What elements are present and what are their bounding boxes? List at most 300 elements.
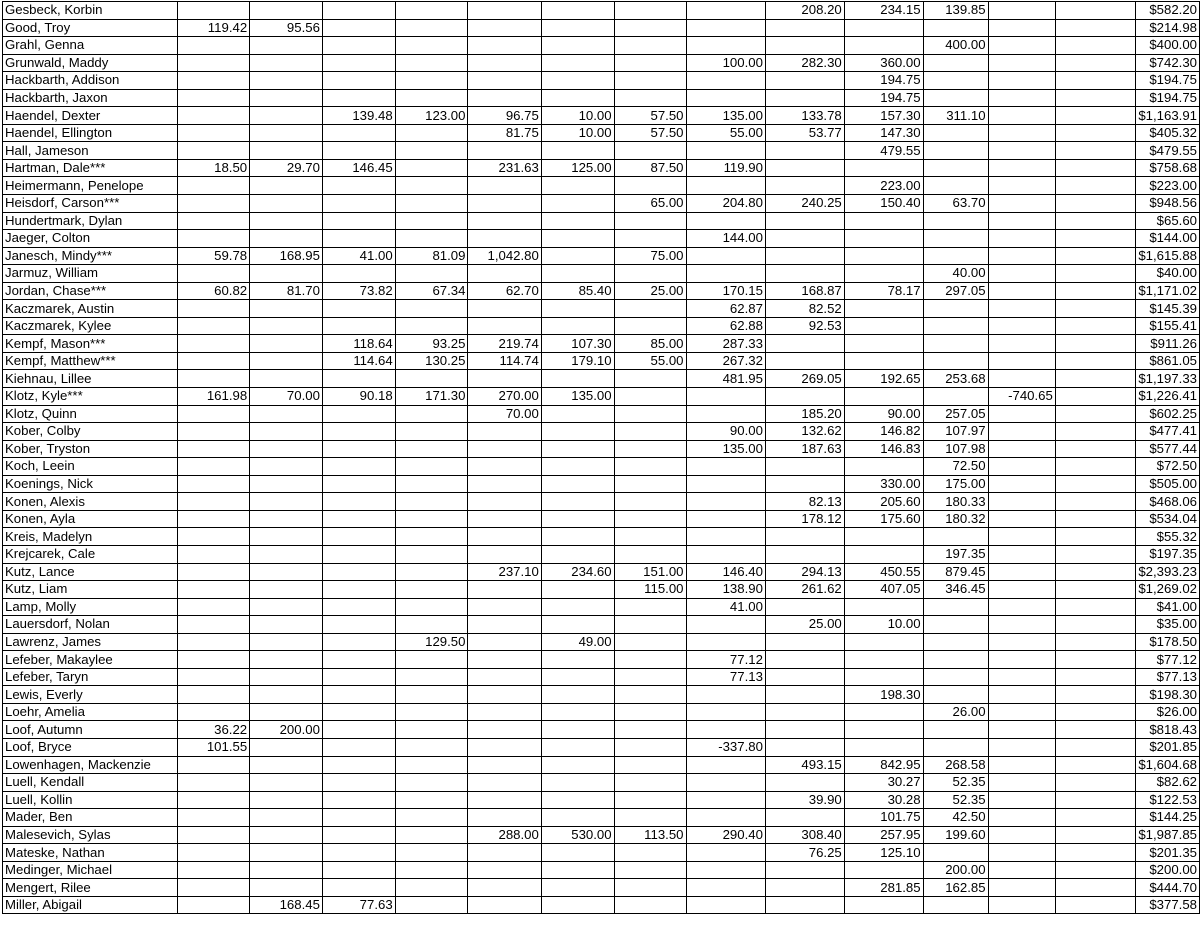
amount-cell — [541, 89, 614, 107]
amount-cell: 10.00 — [541, 124, 614, 142]
table-row — [3, 159, 1200, 177]
student-name-cell: Loehr, Amelia — [3, 703, 178, 721]
amount-cell — [178, 124, 250, 142]
table-row — [3, 844, 1200, 862]
amount-cell — [614, 510, 686, 528]
total-cell: $742.30 — [1136, 54, 1200, 72]
student-balance-table — [2, 1, 1200, 914]
amount-cell: 842.95 — [844, 756, 923, 774]
amount-cell — [614, 703, 686, 721]
amount-cell — [250, 616, 323, 634]
amount-cell — [395, 756, 468, 774]
amount-cell: 168.45 — [250, 896, 323, 914]
amount-cell — [988, 107, 1055, 125]
amount-cell — [686, 616, 765, 634]
amount-cell — [178, 598, 250, 616]
amount-cell — [686, 879, 765, 897]
student-name-cell: Good, Troy — [3, 19, 178, 37]
amount-cell — [988, 563, 1055, 581]
amount-cell: 178.12 — [765, 510, 844, 528]
total-cell: $144.25 — [1136, 809, 1200, 827]
student-name-cell: Lewis, Everly — [3, 686, 178, 704]
amount-cell — [395, 89, 468, 107]
table-row — [3, 124, 1200, 142]
amount-cell — [686, 510, 765, 528]
amount-cell: 288.00 — [468, 826, 541, 844]
amount-cell: -740.65 — [988, 388, 1055, 406]
amount-cell — [988, 598, 1055, 616]
amount-cell — [322, 300, 395, 318]
amount-cell — [923, 598, 988, 616]
amount-cell — [178, 791, 250, 809]
amount-cell — [250, 2, 323, 20]
amount-cell — [178, 423, 250, 441]
amount-cell — [988, 72, 1055, 90]
amount-cell — [178, 774, 250, 792]
amount-cell: 101.75 — [844, 809, 923, 827]
amount-cell — [923, 177, 988, 195]
amount-cell — [250, 703, 323, 721]
amount-cell — [178, 89, 250, 107]
amount-cell — [988, 545, 1055, 563]
amount-cell — [468, 2, 541, 20]
empty-cell — [1055, 879, 1136, 897]
amount-cell — [178, 545, 250, 563]
amount-cell — [250, 545, 323, 563]
empty-cell — [1055, 352, 1136, 370]
amount-cell — [765, 651, 844, 669]
amount-cell — [395, 545, 468, 563]
amount-cell — [322, 423, 395, 441]
amount-cell — [250, 142, 323, 160]
amount-cell — [541, 212, 614, 230]
amount-cell — [322, 72, 395, 90]
amount-cell — [765, 72, 844, 90]
amount-cell: 147.30 — [844, 124, 923, 142]
amount-cell — [614, 844, 686, 862]
amount-cell: 59.78 — [178, 247, 250, 265]
amount-cell — [322, 581, 395, 599]
amount-cell — [844, 19, 923, 37]
student-name-cell: Hall, Jameson — [3, 142, 178, 160]
amount-cell — [468, 616, 541, 634]
amount-cell: 85.00 — [614, 335, 686, 353]
amount-cell — [541, 405, 614, 423]
amount-cell — [322, 124, 395, 142]
amount-cell — [541, 844, 614, 862]
amount-cell — [468, 686, 541, 704]
amount-cell: 57.50 — [614, 107, 686, 125]
amount-cell — [322, 54, 395, 72]
table-row — [3, 510, 1200, 528]
amount-cell: 130.25 — [395, 352, 468, 370]
amount-cell: 144.00 — [686, 230, 765, 248]
empty-cell — [1055, 826, 1136, 844]
amount-cell — [686, 212, 765, 230]
empty-cell — [1055, 212, 1136, 230]
amount-cell: 179.10 — [541, 352, 614, 370]
amount-cell — [541, 598, 614, 616]
amount-cell — [844, 230, 923, 248]
amount-cell: 257.95 — [844, 826, 923, 844]
student-name-cell: Kober, Tryston — [3, 440, 178, 458]
amount-cell: 253.68 — [923, 370, 988, 388]
amount-cell: 114.74 — [468, 352, 541, 370]
table-row — [3, 879, 1200, 897]
amount-cell — [541, 458, 614, 476]
amount-cell — [541, 861, 614, 879]
amount-cell: 76.25 — [765, 844, 844, 862]
amount-cell: 40.00 — [923, 265, 988, 283]
amount-cell — [765, 37, 844, 55]
total-cell: $479.55 — [1136, 142, 1200, 160]
amount-cell — [541, 72, 614, 90]
total-cell: $198.30 — [1136, 686, 1200, 704]
amount-cell — [686, 703, 765, 721]
table-row — [3, 247, 1200, 265]
amount-cell — [844, 317, 923, 335]
amount-cell — [322, 545, 395, 563]
amount-cell — [844, 247, 923, 265]
amount-cell — [765, 142, 844, 160]
amount-cell — [468, 861, 541, 879]
amount-cell: 146.82 — [844, 423, 923, 441]
amount-cell — [178, 37, 250, 55]
amount-cell — [686, 72, 765, 90]
amount-cell — [686, 809, 765, 827]
amount-cell — [395, 405, 468, 423]
total-cell: $1,604.68 — [1136, 756, 1200, 774]
empty-cell — [1055, 528, 1136, 546]
student-name-cell: Mader, Ben — [3, 809, 178, 827]
amount-cell: 113.50 — [614, 826, 686, 844]
amount-cell: 139.85 — [923, 2, 988, 20]
amount-cell: 25.00 — [614, 282, 686, 300]
amount-cell: 479.55 — [844, 142, 923, 160]
total-cell: $2,393.23 — [1136, 563, 1200, 581]
amount-cell — [686, 896, 765, 914]
amount-cell — [468, 651, 541, 669]
amount-cell — [614, 686, 686, 704]
amount-cell — [765, 668, 844, 686]
amount-cell — [765, 598, 844, 616]
amount-cell — [765, 159, 844, 177]
amount-cell — [468, 545, 541, 563]
table-body — [3, 2, 1200, 914]
empty-cell — [1055, 72, 1136, 90]
table-row — [3, 282, 1200, 300]
amount-cell — [614, 598, 686, 616]
amount-cell: 55.00 — [686, 124, 765, 142]
total-cell: $40.00 — [1136, 265, 1200, 283]
amount-cell — [250, 668, 323, 686]
amount-cell — [178, 475, 250, 493]
amount-cell — [765, 879, 844, 897]
amount-cell: 267.32 — [686, 352, 765, 370]
table-row — [3, 440, 1200, 458]
student-name-cell: Mateske, Nathan — [3, 844, 178, 862]
amount-cell — [614, 809, 686, 827]
amount-cell: 60.82 — [178, 282, 250, 300]
amount-cell — [614, 142, 686, 160]
total-cell: $444.70 — [1136, 879, 1200, 897]
amount-cell — [988, 370, 1055, 388]
amount-cell — [765, 89, 844, 107]
total-cell: $26.00 — [1136, 703, 1200, 721]
amount-cell — [250, 54, 323, 72]
amount-cell: 118.64 — [322, 335, 395, 353]
amount-cell — [178, 142, 250, 160]
amount-cell — [923, 230, 988, 248]
amount-cell — [178, 212, 250, 230]
amount-cell — [250, 300, 323, 318]
amount-cell — [322, 177, 395, 195]
amount-cell — [395, 721, 468, 739]
amount-cell: 52.35 — [923, 791, 988, 809]
amount-cell — [541, 668, 614, 686]
amount-cell — [844, 458, 923, 476]
amount-cell: 53.77 — [765, 124, 844, 142]
total-cell: $201.35 — [1136, 844, 1200, 862]
amount-cell — [844, 633, 923, 651]
student-name-cell: Lefeber, Taryn — [3, 668, 178, 686]
amount-cell — [250, 124, 323, 142]
table-row — [3, 317, 1200, 335]
amount-cell — [395, 423, 468, 441]
amount-cell — [322, 563, 395, 581]
student-name-cell: Koenings, Nick — [3, 475, 178, 493]
amount-cell — [765, 458, 844, 476]
amount-cell: 168.87 — [765, 282, 844, 300]
amount-cell: 261.62 — [765, 581, 844, 599]
student-name-cell: Lefeber, Makaylee — [3, 651, 178, 669]
amount-cell — [250, 195, 323, 213]
empty-cell — [1055, 861, 1136, 879]
student-name-cell: Haendel, Dexter — [3, 107, 178, 125]
empty-cell — [1055, 721, 1136, 739]
amount-cell — [322, 668, 395, 686]
amount-cell — [250, 563, 323, 581]
empty-cell — [1055, 247, 1136, 265]
amount-cell — [923, 896, 988, 914]
amount-cell: 30.27 — [844, 774, 923, 792]
total-cell: $155.41 — [1136, 317, 1200, 335]
amount-cell — [250, 440, 323, 458]
amount-cell — [614, 72, 686, 90]
amount-cell — [250, 212, 323, 230]
empty-cell — [1055, 107, 1136, 125]
table-row — [3, 861, 1200, 879]
amount-cell — [250, 37, 323, 55]
amount-cell: 62.70 — [468, 282, 541, 300]
amount-cell — [178, 458, 250, 476]
amount-cell — [322, 475, 395, 493]
amount-cell — [322, 230, 395, 248]
amount-cell: 168.95 — [250, 247, 323, 265]
amount-cell — [468, 177, 541, 195]
student-name-cell: Grunwald, Maddy — [3, 54, 178, 72]
amount-cell — [250, 528, 323, 546]
amount-cell — [923, 317, 988, 335]
amount-cell — [686, 633, 765, 651]
total-cell: $468.06 — [1136, 493, 1200, 511]
total-cell: $1,163.91 — [1136, 107, 1200, 125]
amount-cell: 311.10 — [923, 107, 988, 125]
amount-cell — [686, 774, 765, 792]
amount-cell: 200.00 — [250, 721, 323, 739]
empty-cell — [1055, 738, 1136, 756]
amount-cell — [923, 686, 988, 704]
amount-cell — [468, 738, 541, 756]
student-name-cell: Haendel, Ellington — [3, 124, 178, 142]
empty-cell — [1055, 545, 1136, 563]
amount-cell — [178, 896, 250, 914]
amount-cell: 223.00 — [844, 177, 923, 195]
amount-cell — [541, 265, 614, 283]
amount-cell — [395, 230, 468, 248]
amount-cell — [250, 598, 323, 616]
empty-cell — [1055, 423, 1136, 441]
amount-cell — [614, 493, 686, 511]
amount-cell: 234.15 — [844, 2, 923, 20]
table-row — [3, 335, 1200, 353]
amount-cell — [988, 651, 1055, 669]
amount-cell: 297.05 — [923, 282, 988, 300]
amount-cell: 268.58 — [923, 756, 988, 774]
amount-cell — [395, 317, 468, 335]
amount-cell — [178, 581, 250, 599]
amount-cell — [988, 493, 1055, 511]
amount-cell: 194.75 — [844, 72, 923, 90]
amount-cell: 192.65 — [844, 370, 923, 388]
amount-cell: 146.45 — [322, 159, 395, 177]
amount-cell — [468, 230, 541, 248]
amount-cell — [988, 756, 1055, 774]
amount-cell — [468, 896, 541, 914]
empty-cell — [1055, 89, 1136, 107]
amount-cell — [686, 475, 765, 493]
amount-cell: 231.63 — [468, 159, 541, 177]
amount-cell: 115.00 — [614, 581, 686, 599]
amount-cell — [844, 37, 923, 55]
total-cell: $758.68 — [1136, 159, 1200, 177]
amount-cell: 287.33 — [686, 335, 765, 353]
amount-cell — [250, 475, 323, 493]
amount-cell: 18.50 — [178, 159, 250, 177]
amount-cell: 185.20 — [765, 405, 844, 423]
amount-cell — [988, 510, 1055, 528]
amount-cell — [395, 791, 468, 809]
amount-cell — [686, 493, 765, 511]
amount-cell — [178, 230, 250, 248]
amount-cell: 39.90 — [765, 791, 844, 809]
amount-cell — [541, 774, 614, 792]
empty-cell — [1055, 300, 1136, 318]
amount-cell — [541, 177, 614, 195]
total-cell: $1,197.33 — [1136, 370, 1200, 388]
amount-cell: 308.40 — [765, 826, 844, 844]
amount-cell — [988, 124, 1055, 142]
amount-cell — [614, 475, 686, 493]
amount-cell: 93.25 — [395, 335, 468, 353]
amount-cell — [250, 405, 323, 423]
amount-cell — [988, 247, 1055, 265]
student-name-cell: Malesevich, Sylas — [3, 826, 178, 844]
amount-cell — [250, 72, 323, 90]
amount-cell: 139.48 — [322, 107, 395, 125]
amount-cell — [988, 405, 1055, 423]
amount-cell — [844, 598, 923, 616]
student-name-cell: Krejcarek, Cale — [3, 545, 178, 563]
table-row — [3, 405, 1200, 423]
amount-cell — [614, 633, 686, 651]
amount-cell — [178, 651, 250, 669]
amount-cell: 36.22 — [178, 721, 250, 739]
table-row — [3, 2, 1200, 20]
amount-cell — [614, 774, 686, 792]
student-name-cell: Konen, Ayla — [3, 510, 178, 528]
amount-cell — [988, 861, 1055, 879]
amount-cell — [988, 896, 1055, 914]
table-row — [3, 300, 1200, 318]
amount-cell — [468, 475, 541, 493]
student-name-cell: Kiehnau, Lillee — [3, 370, 178, 388]
amount-cell — [686, 405, 765, 423]
amount-cell — [468, 633, 541, 651]
table-row — [3, 668, 1200, 686]
student-name-cell: Miller, Abigail — [3, 896, 178, 914]
amount-cell — [988, 423, 1055, 441]
table-row — [3, 423, 1200, 441]
amount-cell — [614, 721, 686, 739]
empty-cell — [1055, 686, 1136, 704]
total-cell: $145.39 — [1136, 300, 1200, 318]
amount-cell — [322, 756, 395, 774]
table-row — [3, 352, 1200, 370]
amount-cell — [614, 54, 686, 72]
empty-cell — [1055, 142, 1136, 160]
amount-cell: 129.50 — [395, 633, 468, 651]
amount-cell — [250, 686, 323, 704]
student-name-cell: Grahl, Genna — [3, 37, 178, 55]
amount-cell — [614, 177, 686, 195]
amount-cell — [395, 475, 468, 493]
amount-cell — [395, 37, 468, 55]
empty-cell — [1055, 335, 1136, 353]
amount-cell: 82.13 — [765, 493, 844, 511]
amount-cell — [468, 493, 541, 511]
amount-cell — [395, 616, 468, 634]
empty-cell — [1055, 317, 1136, 335]
empty-cell — [1055, 265, 1136, 283]
amount-cell — [178, 528, 250, 546]
amount-cell — [395, 19, 468, 37]
total-cell: $477.41 — [1136, 423, 1200, 441]
amount-cell — [322, 598, 395, 616]
amount-cell: 135.00 — [541, 388, 614, 406]
amount-cell — [395, 458, 468, 476]
amount-cell — [468, 300, 541, 318]
amount-cell — [541, 300, 614, 318]
total-cell: $818.43 — [1136, 721, 1200, 739]
table-row — [3, 37, 1200, 55]
amount-cell: 171.30 — [395, 388, 468, 406]
amount-cell — [250, 633, 323, 651]
amount-cell — [686, 19, 765, 37]
amount-cell — [468, 581, 541, 599]
amount-cell — [988, 282, 1055, 300]
amount-cell: 146.83 — [844, 440, 923, 458]
